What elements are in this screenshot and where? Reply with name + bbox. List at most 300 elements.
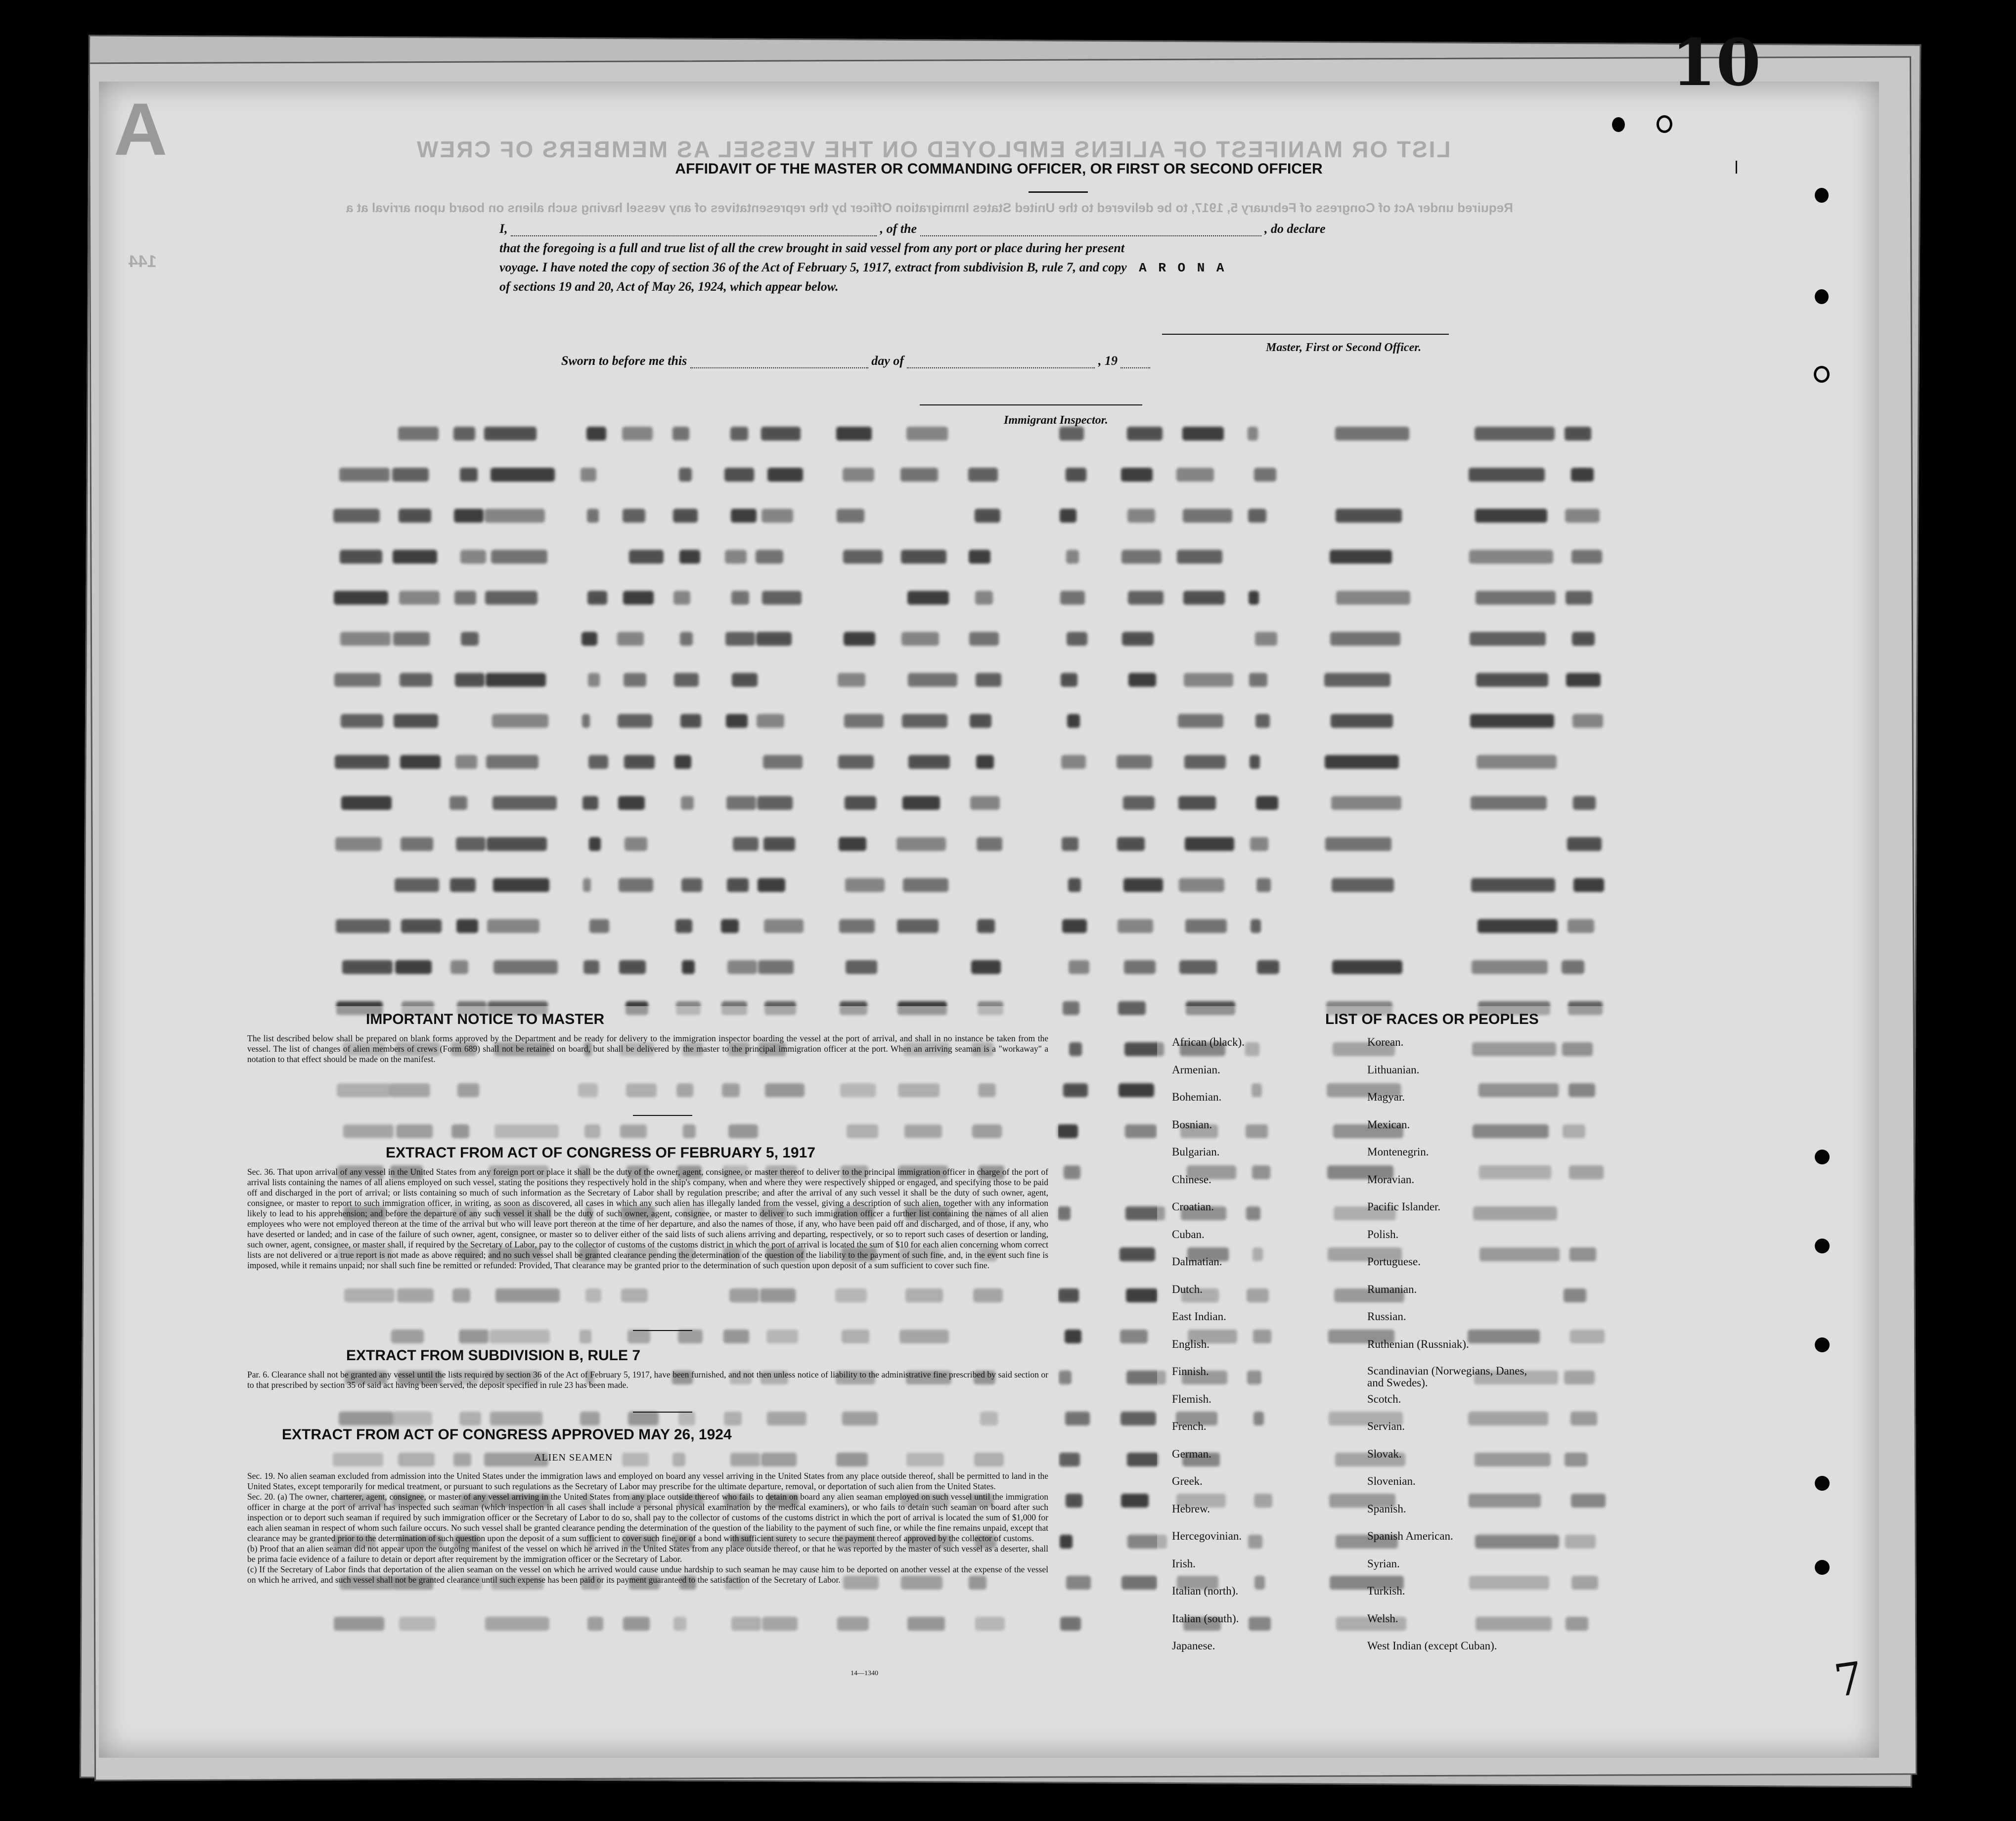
race-item: Hebrew.: [1172, 1502, 1210, 1515]
blurred-cell: [1121, 1494, 1149, 1508]
signature-label: Master, First or Second Officer.: [1266, 341, 1422, 354]
blurred-cell: [1254, 468, 1276, 482]
blurred-cell: [1179, 960, 1217, 974]
blurred-cell: [1335, 427, 1409, 441]
blurred-cell: [629, 550, 664, 564]
blurred-cell: [679, 550, 700, 564]
blurred-cell: [333, 509, 380, 523]
blurred-cell: [1123, 878, 1163, 892]
blurred-cell: [1122, 632, 1154, 646]
blurred-cell: [493, 796, 557, 810]
blurred-cell: [624, 755, 655, 769]
blurred-cell: [1117, 837, 1145, 851]
blurred-cell: [908, 755, 950, 769]
blurred-cell: [844, 632, 875, 646]
race-item: Flemish.: [1172, 1392, 1211, 1405]
blurred-cell: [730, 427, 748, 441]
race-item: Japanese.: [1172, 1640, 1215, 1652]
race-item: Slovak.: [1367, 1447, 1402, 1460]
sworn-month-blank: [907, 356, 1095, 368]
blurred-cell: [903, 878, 948, 892]
punch-hole: [1814, 366, 1830, 383]
blurred-cell: [675, 919, 692, 933]
blurred-cell: [1062, 919, 1087, 933]
blurred-cell: [484, 427, 537, 441]
alien-seamen-subtitle: ALIEN SEAMEN: [534, 1452, 613, 1463]
punch-hole: [1815, 1239, 1830, 1253]
blurred-cell: [1565, 509, 1600, 523]
blurred-cell: [589, 837, 601, 851]
blurred-row: [321, 751, 1755, 776]
blurred-cell: [1178, 714, 1223, 728]
extract-rule7-body: Par. 6. Clearance shall not be granted any vessel until the lists required by section 36 of the Act of February 5, 1917, have been furnished, and not then unless notice of liability to the administrative fine prescribed by said section or to that prescribed by section 35 of said act having been served, the deposit specified in rule 23 has been made.: [247, 1370, 1048, 1390]
blurred-cell: [1067, 714, 1080, 728]
blurred-cell: [681, 878, 702, 892]
blurred-cell: [681, 796, 694, 810]
blurred-cell: [1330, 550, 1392, 564]
blurred-cell: [843, 468, 874, 482]
handwritten-corner-number: 10: [1671, 25, 1761, 100]
blurred-cell: [455, 755, 477, 769]
race-item: Croatian.: [1172, 1200, 1214, 1213]
signature-line: [1162, 334, 1449, 335]
race-item: Irish.: [1172, 1557, 1196, 1570]
race-item: Dalmatian.: [1172, 1255, 1222, 1268]
punch-hole: [1815, 1150, 1830, 1164]
blurred-cell: [977, 919, 995, 933]
blurred-cell: [845, 878, 885, 892]
blurred-cell: [453, 427, 475, 441]
blurred-cell: [587, 591, 607, 605]
blurred-cell: [341, 796, 392, 810]
blurred-cell: [619, 878, 653, 892]
extract-1917-body: Sec. 36. That upon arrival of any vessel in the United States from any foreign port or place it shall be the duty of the owner, agent, consignee, or master thereof to deliver to the principal immigration officer in charge of the port of arrival lists containing the names of all aliens employed on such vessel, stating the positions they respectively hold in the ship's company, when and where they were respectively shipped or engaged, and specifying those to be paid off and discharged in the port of arrival; or lists containing so much of such information as the Secretary of Labor shall by regulation prescribe; and after the arrival of any such vessel it shall be the duty of such owner, agent, consignee, or master to report to such immigration officer, in writing, as soon as discovered, all cases in which any such alien has illegally landed from the vessel, giving a description of such alien, together with any information likely to lead to his apprehension; and before the departure of any such vessel it shall be the duty of such owner, agent, consignee, or master to deliver to such immigration officer a further list containing the names of all alien employees who were not employed thereon at the time of the arrival but who will leave port thereon at the time of her departure, and also the names of those, if any, who have been paid off and discharged, and of those, if any, who have deserted or landed; and in case of the failure of such owner, agent, consignee, or master so to deliver either of the said lists of such aliens arriving and departing, respectively, or so to report such cases of desertion or landing, such owner, agent, consignee, or master shall, if required by the Secretary of Labor, pay to the collector of customs of the customs district in which the port of arrival is located the sum of $10 for each alien concerning whom correct lists are not delivered or a true report is not made as above required; and no such vessel shall be granted clearance pending the determination of the question of the liability to the payment of such fine, and, in the event such fine is imposed, while it remains unpaid; nor shall such fine be remitted or refunded: Provided, That clearance may be granted prior to the determination of such question upon deposit of a sum sufficient to cover such fine.: [247, 1167, 1048, 1270]
blurred-cell: [340, 550, 382, 564]
race-item: Portuguese.: [1367, 1255, 1421, 1268]
blurred-cell: [1336, 591, 1410, 605]
blurred-cell: [1065, 1330, 1081, 1343]
blurred-cell: [839, 919, 875, 933]
ghost-corner-mark: A: [114, 88, 168, 171]
blurred-cell: [618, 796, 645, 810]
notice-title: IMPORTANT NOTICE TO MASTER: [366, 1011, 605, 1027]
blurred-cell: [756, 550, 783, 564]
blurred-cell: [450, 878, 476, 892]
blurred-cell: [395, 878, 439, 892]
blurred-cell: [1573, 878, 1604, 892]
blurred-cell: [1128, 591, 1164, 605]
race-item: African (black).: [1172, 1036, 1245, 1048]
blurred-cell: [341, 714, 383, 728]
blurred-cell: [1325, 837, 1391, 851]
blurred-cell: [1125, 1124, 1157, 1138]
blurred-cell: [1331, 796, 1401, 810]
blurred-cell: [1182, 427, 1224, 441]
blurred-cell: [757, 714, 784, 728]
blurred-cell: [1255, 632, 1277, 646]
races-backdrop: [1157, 1006, 1765, 1698]
blurred-cell: [1476, 673, 1548, 687]
blurred-cell: [674, 673, 699, 687]
blurred-cell: [1120, 1330, 1148, 1343]
blurred-cell: [725, 550, 747, 564]
blurred-cell: [622, 427, 653, 441]
blurred-cell: [901, 632, 939, 646]
race-item: French.: [1172, 1420, 1207, 1432]
blurred-row: [321, 587, 1755, 612]
blurred-cell: [726, 714, 748, 728]
blurred-cell: [398, 427, 439, 441]
blurred-cell: [486, 755, 538, 769]
blurred-cell: [682, 960, 695, 974]
blurred-cell: [617, 632, 644, 646]
blurred-cell: [1066, 1494, 1082, 1508]
blurred-cell: [1572, 632, 1595, 646]
blurred-cell: [836, 427, 872, 441]
blurred-cell: [1121, 468, 1153, 482]
blurred-cell: [1330, 632, 1400, 646]
blurred-cell: [970, 796, 1000, 810]
blurred-cell: [1057, 1124, 1078, 1138]
blurred-cell: [1061, 673, 1077, 687]
blurred-cell: [588, 673, 600, 687]
blurred-cell: [1067, 632, 1087, 646]
blurred-cell: [334, 673, 381, 687]
blurred-cell: [485, 509, 545, 523]
blurred-cell: [1066, 468, 1086, 482]
race-item: Pacific Islander.: [1367, 1200, 1441, 1213]
blurred-cell: [762, 591, 802, 605]
blurred-cell: [399, 591, 440, 605]
blurred-cell: [732, 673, 758, 687]
blurred-cell: [731, 509, 757, 523]
blurred-cell: [340, 632, 391, 646]
blurred-cell: [1059, 1453, 1080, 1466]
blurred-cell: [588, 755, 608, 769]
blurred-cell: [395, 960, 432, 974]
affidavit-line-2: that the foregoing is a full and true list of all the crew brought in said vessel from any port or place during her present: [499, 241, 1125, 255]
blurred-cell: [335, 755, 389, 769]
blurred-cell: [727, 960, 757, 974]
race-item: Montenegrin.: [1367, 1146, 1429, 1158]
affidavit-i: I,: [499, 222, 508, 236]
blurred-cell: [976, 755, 994, 769]
race-item: Chinese.: [1172, 1173, 1211, 1186]
blurred-cell: [393, 550, 437, 564]
blurred-row: [321, 546, 1755, 571]
blurred-cell: [673, 591, 690, 605]
sworn-line: [561, 354, 1150, 368]
sworn-day-blank: [690, 356, 868, 368]
blurred-cell: [587, 509, 599, 523]
affidavit-line-4: of sections 19 and 20, Act of May 26, 1924, which appear below.: [499, 279, 839, 294]
blurred-cell: [493, 960, 558, 974]
blurred-cell: [1250, 837, 1268, 851]
blurred-row: [321, 833, 1755, 858]
blurred-cell: [1470, 714, 1554, 728]
blurred-cell: [1059, 427, 1084, 441]
blurred-cell: [1064, 1165, 1080, 1179]
blurred-cell: [837, 509, 864, 523]
blurred-cell: [679, 468, 692, 482]
blurred-cell: [1471, 796, 1547, 810]
race-item: Servian.: [1367, 1420, 1405, 1432]
blurred-cell: [1185, 837, 1234, 851]
blurred-cell: [1127, 427, 1163, 441]
blurred-cell: [1571, 468, 1594, 482]
race-item: Cuban.: [1172, 1228, 1205, 1241]
blurred-cell: [672, 427, 689, 441]
blurred-cell: [1120, 1412, 1156, 1425]
blurred-cell: [1062, 837, 1078, 851]
blurred-cell: [342, 960, 393, 974]
blurred-cell: [1177, 550, 1222, 564]
blurred-cell: [619, 960, 646, 974]
punch-hole: [1815, 289, 1829, 304]
blurred-cell: [623, 591, 654, 605]
blurred-cell: [975, 509, 1000, 523]
ghost-heading: LIST OR MANIFEST OF ALIENS EMPLOYED ON THE VESSEL AS MEMBERS OF CREW: [415, 136, 1451, 162]
blurred-cell: [1475, 509, 1547, 523]
race-item: Italian (south).: [1172, 1612, 1239, 1625]
blurred-cell: [1059, 1371, 1072, 1384]
race-item: Ruthenian (Russniak).: [1367, 1337, 1469, 1350]
blurred-cell: [461, 632, 479, 646]
blurred-row: [321, 956, 1755, 981]
blurred-cell: [1127, 509, 1155, 523]
blurred-cell: [971, 960, 1001, 974]
blurred-cell: [456, 837, 486, 851]
blurred-cell: [761, 427, 801, 441]
blurred-cell: [901, 550, 946, 564]
blurred-cell: [1121, 550, 1161, 564]
blurred-cell: [1251, 919, 1261, 933]
race-item: Dutch.: [1172, 1283, 1203, 1295]
blurred-cell: [625, 837, 647, 851]
blurred-cell: [1565, 427, 1591, 441]
race-item: German.: [1172, 1447, 1211, 1460]
blurred-cell: [1179, 878, 1224, 892]
race-item: Italian (north).: [1172, 1585, 1239, 1597]
blurred-cell: [1123, 796, 1155, 810]
blurred-cell: [902, 796, 940, 810]
blurred-cell: [449, 796, 467, 810]
race-item: Greek.: [1172, 1475, 1203, 1487]
ghost-subheading: Required under Act of Congress of February 5, 1917, to be delivered to the United States Immigration Officer by the representatives of any vessel having such aliens on board upon arrival at a: [346, 200, 1513, 215]
race-item: Moravian.: [1367, 1173, 1415, 1186]
sworn-text: Sworn to before me this: [561, 354, 687, 368]
blurred-row: [321, 464, 1755, 489]
blurred-cell: [969, 632, 999, 646]
blurred-cell: [726, 796, 756, 810]
blurred-cell: [1324, 673, 1390, 687]
race-item: Hercegovinian.: [1172, 1530, 1242, 1542]
blurred-cell: [581, 468, 596, 482]
blurred-cell: [1058, 1288, 1079, 1302]
blurred-cell: [1128, 673, 1156, 687]
blurred-cell: [618, 714, 652, 728]
blurred-cell: [896, 837, 946, 851]
blurred-cell: [845, 796, 876, 810]
blurred-cell: [908, 673, 957, 687]
blurred-cell: [976, 673, 1001, 687]
blurred-cell: [673, 509, 698, 523]
blurred-cell: [1117, 755, 1152, 769]
blurred-cell: [1065, 1412, 1090, 1425]
blurred-cell: [1248, 509, 1266, 523]
blurred-cell: [582, 796, 598, 810]
blurred-cell: [1332, 960, 1402, 974]
blurred-cell: [1256, 878, 1271, 892]
blurred-cell: [1250, 755, 1260, 769]
blurred-cell: [1184, 673, 1233, 687]
title-rule: [1029, 191, 1088, 193]
blurred-cell: [1060, 1617, 1081, 1631]
blurred-cell: [767, 468, 803, 482]
affidavit-line-1: [499, 222, 1325, 236]
blurred-cell: [456, 919, 478, 933]
blurred-cell: [968, 468, 998, 482]
blurred-cell: [400, 673, 432, 687]
form-number: 14—1340: [851, 1670, 878, 1677]
blurred-cell: [1060, 509, 1076, 523]
blurred-cell: [454, 509, 484, 523]
blurred-cell: [487, 837, 547, 851]
blurred-cell: [843, 550, 883, 564]
blurred-cell: [756, 632, 792, 646]
race-item: Bohemian.: [1172, 1091, 1222, 1103]
blurred-cell: [1475, 427, 1555, 441]
blurred-cell: [1469, 550, 1553, 564]
blurred-row: [321, 669, 1755, 694]
blurred-cell: [1256, 796, 1278, 810]
affidavit-of-the: , of the: [880, 222, 917, 236]
blurred-cell: [583, 878, 591, 892]
blurred-cell: [897, 919, 939, 933]
race-item: Scandinavian (Norwegians, Danes, and Swedes).: [1367, 1365, 1527, 1389]
blurred-cell: [680, 632, 693, 646]
blurred-cell: [1176, 468, 1214, 482]
blurred-cell: [335, 837, 382, 851]
blurred-cell: [902, 714, 947, 728]
blurred-cell: [1572, 714, 1603, 728]
blurred-cell: [900, 468, 938, 482]
blurred-cell: [1124, 960, 1156, 974]
races-title: LIST OF RACES OR PEOPLES: [1325, 1011, 1539, 1027]
blurred-cell: [1331, 714, 1393, 728]
blurred-cell: [1061, 755, 1086, 769]
blurred-cell: [487, 919, 539, 933]
race-item: Magyar.: [1367, 1091, 1405, 1103]
race-item: Spanish.: [1367, 1502, 1406, 1515]
blurred-row: [321, 710, 1755, 735]
handwritten-mark: 7: [1831, 1652, 1867, 1708]
blurred-cell: [906, 427, 948, 441]
blurred-cell: [1571, 550, 1602, 564]
blurred-cell: [1118, 919, 1153, 933]
blurred-cell: [334, 591, 388, 605]
blurred-cell: [401, 837, 433, 851]
race-item: Russian.: [1367, 1310, 1406, 1323]
blurred-cell: [975, 591, 993, 605]
blurred-cell: [393, 632, 430, 646]
race-item: East Indian.: [1172, 1310, 1226, 1323]
blurred-cell: [1472, 960, 1548, 974]
blurred-cell: [1566, 673, 1601, 687]
blurred-cell: [1562, 960, 1584, 974]
blurred-row: [321, 505, 1755, 530]
blurred-cell: [1120, 1247, 1155, 1261]
blurred-cell: [624, 673, 646, 687]
blurred-cell: [1069, 960, 1089, 974]
blurred-cell: [725, 632, 755, 646]
blurred-cell: [838, 673, 865, 687]
race-item: Scotch.: [1367, 1392, 1401, 1405]
race-item: Rumanian.: [1367, 1283, 1417, 1295]
blurred-cell: [1249, 673, 1267, 687]
blurred-cell: [1249, 591, 1259, 605]
blurred-cell: [907, 591, 949, 605]
race-item: Lithuanian.: [1367, 1063, 1420, 1076]
blurred-cell: [1118, 1001, 1146, 1015]
manifest-page: [99, 82, 1879, 1758]
notice-body: The list described below shall be prepared on blank forms approved by the Department and be ready for delivery to the immigration inspector boarding the vessel at the port of arrival, and shall in no instance be taken from the vessel. The list of changes of alien members of crews (Form 689) shall not be retained on board, but shall be delivered by the master to the principal immigration officer at the port. When an arriving seaman is a "workaway" a notation to that effect should be made on the manifest.: [247, 1033, 1048, 1064]
blurred-cell: [1336, 509, 1402, 523]
punch-hole: [1815, 1337, 1830, 1352]
blurred-cell: [460, 550, 486, 564]
blurred-cell: [401, 919, 442, 933]
race-item: West Indian (except Cuban).: [1367, 1640, 1497, 1652]
blurred-cell: [680, 714, 701, 728]
blurred-cell: [1469, 468, 1545, 482]
race-item: Welsh.: [1367, 1612, 1398, 1625]
blurred-cell: [1470, 632, 1546, 646]
blurred-cell: [1332, 878, 1394, 892]
punch-hole: [1612, 117, 1625, 132]
blurred-cell: [400, 755, 441, 769]
blurred-cell: [1568, 919, 1594, 933]
blurred-row: [321, 628, 1755, 653]
race-item: Korean.: [1367, 1036, 1404, 1048]
blurred-cell: [724, 468, 754, 482]
blurred-cell: [1573, 796, 1596, 810]
blurred-cell: [582, 714, 590, 728]
blurred-cell: [1066, 550, 1079, 564]
vessel-blank: [920, 224, 1261, 236]
blurred-cell: [1325, 755, 1399, 769]
blurred-cell: [757, 796, 793, 810]
affidavit-do-declare: , do declare: [1264, 222, 1326, 236]
blurred-cell: [1471, 878, 1555, 892]
blurred-cell: [1066, 1576, 1091, 1590]
blurred-cell: [762, 509, 793, 523]
blurred-cell: [392, 468, 429, 482]
blurred-cell: [450, 960, 468, 974]
race-item: English.: [1172, 1337, 1210, 1350]
blurred-cell: [1478, 919, 1558, 933]
sworn-year-blank: [1120, 356, 1150, 368]
punch-hole: [1815, 1560, 1830, 1575]
blurred-cell: [839, 837, 866, 851]
blurred-cell: [1255, 714, 1270, 728]
inspector-line: [920, 404, 1142, 405]
blurred-cell: [1476, 591, 1556, 605]
inspector-label: Immigrant Inspector.: [1004, 414, 1108, 427]
blurred-cell: [1185, 919, 1227, 933]
blurred-row: [321, 423, 1755, 447]
blurred-cell: [454, 591, 476, 605]
blurred-cell: [455, 673, 485, 687]
